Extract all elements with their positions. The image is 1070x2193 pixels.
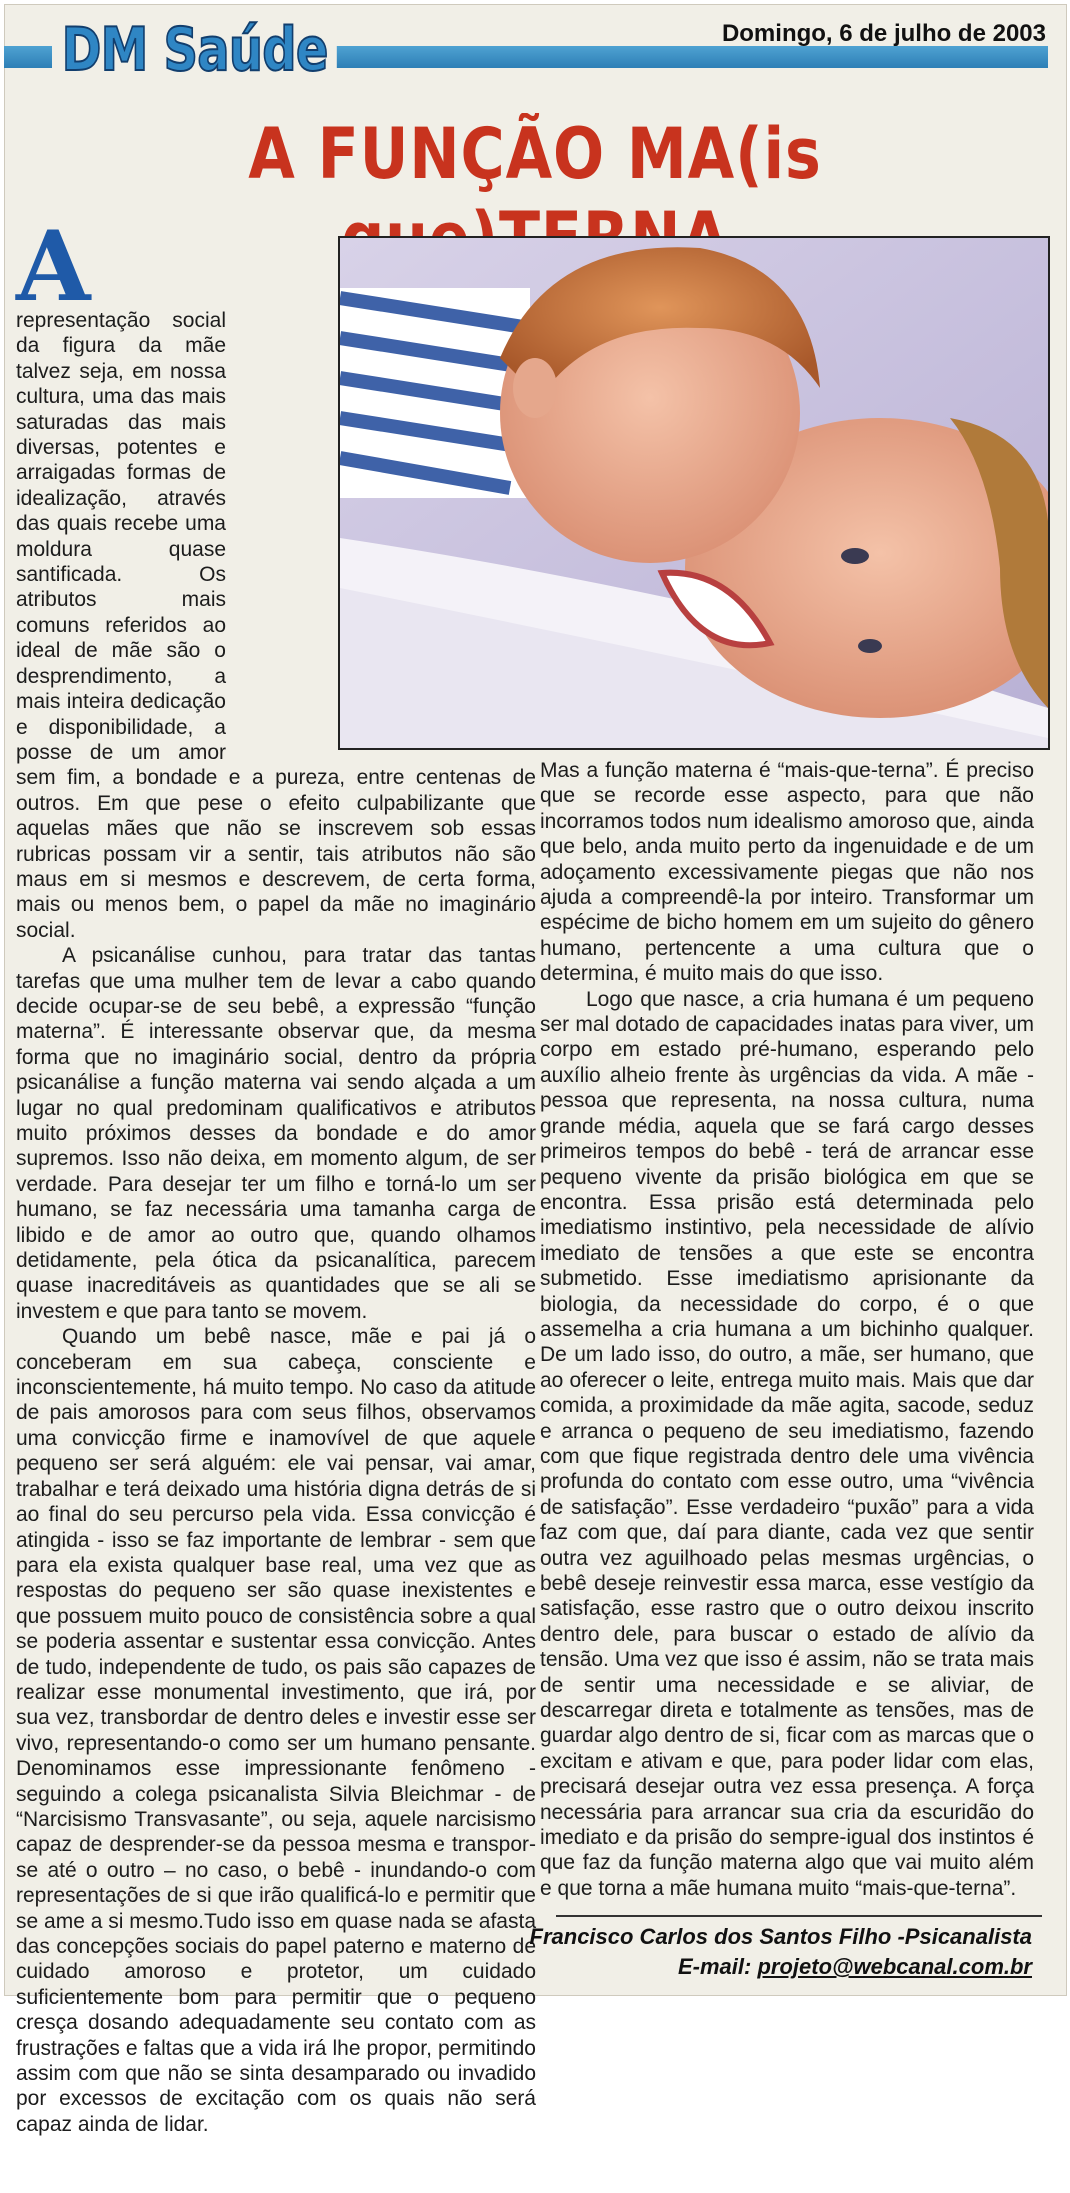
section-masthead: DM Saúde xyxy=(52,12,337,88)
paragraph: Logo que nasce, a cria humana é um pequeno ser mal dotado de capacidades inatas para viver, um corpo em estado pré-humano, esperando pelo auxílio alheio frente às urgências da vida. A mãe - pessoa que representa, na nossa cultura, numa grande média, aquela que se fará cargo desses primeiros tempos do bebê - terá de arrancar esse pequeno vivente da prisão biológica em que se encontra. Essa prisão está determinada pelo imediatismo instintivo, pela necessidade de alívio imediato de tensões a que este se encontra submetido. Esse imediatismo aprisionante da biologia, da necessidade do corpo, é o que assemelha a cria humana a um bichinho qualquer. De um lado isso, do outro, a mãe, ser humano, que ao oferecer o leite, entrega muito mais. Mais que dar comida, a proximidade da mãe agita, sacode, seduz e arranca o pequeno de seu imediatismo, fazendo com que fique registrada dentro dele uma vivência profunda do contato com esse outro, uma “vivência de satisfação”. Esse verdadeiro “puxão” para a vida faz com que, daí para diante, cada vez que sentir outra vez aguilhoado pelas mesmas urgências, o bebê deseje reinvestir essa marca, esse vestígio da satisfação, esse rastro que o outro deixou inscrito dentro dele, para buscar o estado de alívio da tensão. Uma vez que isso é assim, não se trata mais de sentir uma necessidade e se aliviar, de descarregar direta e totalmente as tensões, mas de guardar algo dentro de si, ficar com as marcas que o excitam e ativam e que, para poder lidar com elas, precisará desejar outra vez essa presença. A força necessária para arrancar sua cria da escuridão do imediato e da prisão do sempre-igual dos instintos é que faz da função materna algo que vai muito além e que torna a mãe humana muito “mais-que-terna”. xyxy=(540,987,1034,1900)
drop-cap: A xyxy=(16,210,91,323)
publication-date: Domingo, 6 de julho de 2003 xyxy=(721,20,1046,47)
article-title: A FUNÇÃO MA(is xyxy=(248,113,822,195)
article-column-right xyxy=(540,758,1034,1901)
paragraph: Quando um bebê nasce, mãe e pai já o conceberam em sua cabeça, consciente e inconscientemente, há muito tempo. No caso da atitude de pais amorosos para com seus filhos, observamos uma convicção firme e inamovível de que aquele pequeno ser será alguém: ele vai pensar, vai amar, trabalhar e terá deixado uma história digna detrás de si ao final do seu percurso pela vida. Essa convicção é atingida - isso se faz importante de lembrar - sem que para ela exista qualquer base real, uma vez que as respostas do pequeno ser são quase inexistentes e que possuem muito pouco de consistência sobre a qual se poderia assentar e sustentar essa convicção. Antes de tudo, independente de tudo, os pais são capazes de realizar esse monumental investimento, que irá, por sua vez, transbordar de dentro deles e investir esse ser vivo, representando-o como ser um humano pensante. Denominamos esse impressionante fenômeno - seguindo a colega psicanalista Silvia Bleichmar - de “Narcisismo Transvasante”, ou seja, aquele narcisismo capaz de desprender-se da pessoa mesma e transpor-se até o outro – no caso, o bebê - inundando-o com representações de si que irão qualificá-lo e permitir que se ame a si mesmo.Tudo isso em quase nada se afasta das concepções sociais do papel paterno e materno de cuidado amoroso e protetor, um cuidado suficientemente bom para permitir que o pequeno cresça dosando adequadamente seu contato com as frustrações e faltas que a vida irá lhe propor, permitindo assim com que não se sinta desamparado ou invadido por excessos de excitação com os quais não será capaz ainda de lidar. xyxy=(16,1325,536,2136)
paragraph: Mas a função materna é “mais-que-terna”. É preciso que se recorde esse aspecto, para que não incorramos todos num idealismo amoroso que, ainda que belo, anda muito perto da ingenuidade e de um adoçamento excessivamente piegas que não nos ajuda a compreendê-la por inteiro. Transformar um espécime de bicho homem em um sujeito do gênero humano, pertencente a uma cultura que o determina, é muito mais do que isso. xyxy=(540,759,1034,986)
author-signature: Francisco Carlos dos Santos Filho -Psicanalista xyxy=(529,1924,1032,1949)
email-address[interactable]: projeto@webcanal.com.br xyxy=(757,1954,1032,1979)
signature-rule xyxy=(556,1915,1042,1917)
author-email-line xyxy=(678,1954,1032,1980)
article-column-left xyxy=(16,210,536,2137)
paragraph: A psicanálise cunhou, para tratar das tantas tarefas que uma mulher tem de levar a cabo quando decide ocupar-se de seu bebê, a expressão “função materna”. É interessante observar que, da mesma forma que no imaginário social, dentro da própria psicanálise a função materna vai sendo alçada a um lugar no qual predominam qualificativos e atributos muito próximos desses da bondade e do amor supremos. Isso não deixa, em momento algum, de ser verdade. Para desejar ter um filho e torná-lo um ser humano, se faz necessária uma tamanha carga de libido e de amor ao outro que, quando olhamos detidamente, pela ótica da psicanalítica, parecem quase inacreditáveis as quantidades que se ali se investem e que para tanto se movem. xyxy=(16,944,536,1323)
email-label: E-mail: xyxy=(678,1954,752,1979)
photo-float-space xyxy=(226,226,536,746)
paragraph: representação social da figura da mãe talvez seja, em nossa cultura, uma das mais saturadas das mais diversas, potentes e arraigadas formas de idealização, através das quais recebe uma moldura quase santificada. Os atributos mais comuns referidos ao ideal de mãe são o desprendimento, a mais inteira dedicação e disponibilidade, a posse de um amor sem fim, a bondade e a pureza, entre centenas de outros. Em que pese o efeito culpabilizante que aquelas mães que não se inscrevem sob essas rubricas possam vir a sentir, tais atributos não são maus em si mesmos e descrevem, de certa forma, mais ou menos bem, o papel da mãe no imaginário social. xyxy=(16,309,536,942)
